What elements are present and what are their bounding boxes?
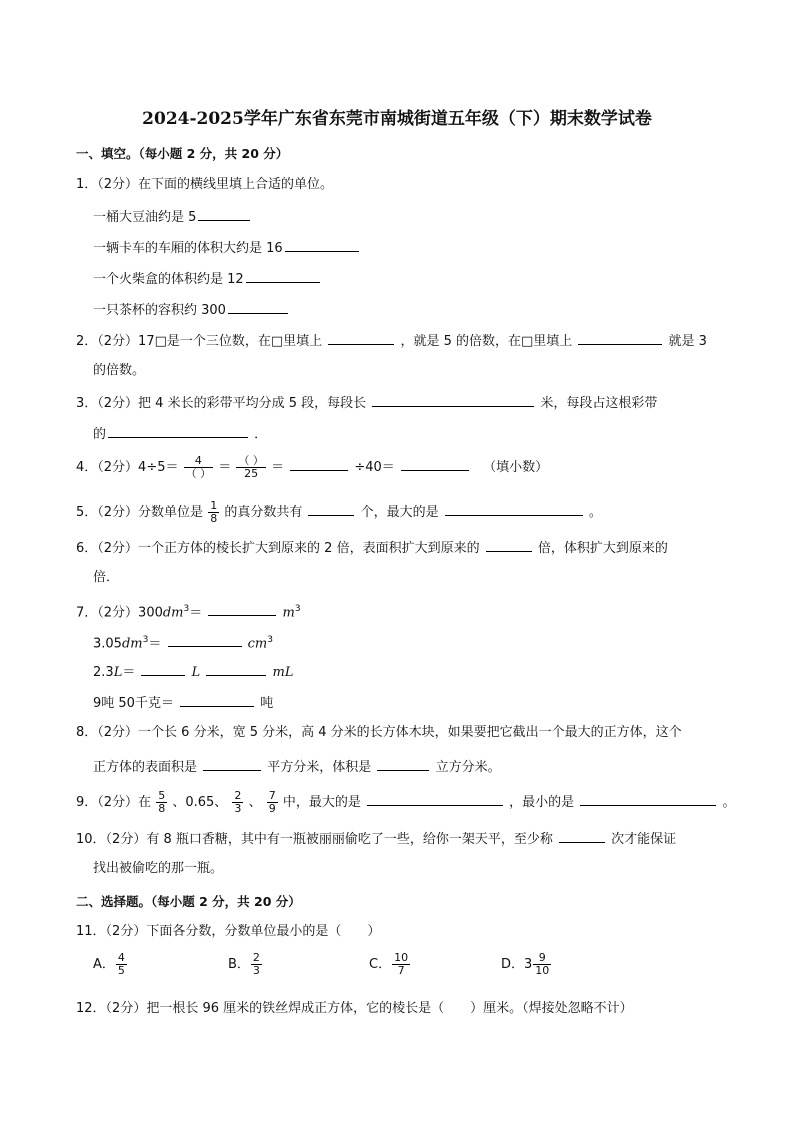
question-3-line-1: 3．（2分）把 4 米长的彩带平均分成 5 段，每段长 米，每段占这根彩带 <box>76 393 657 413</box>
answer-blank[interactable] <box>203 757 261 771</box>
fraction: $\frac{7}{9}$ <box>268 789 276 815</box>
question-2-line-2: 的倍数。 <box>93 363 146 378</box>
answer-blank[interactable] <box>377 757 429 771</box>
option-c[interactable]: C． $\frac{10}{7}$ <box>369 951 409 977</box>
question-4: 4．（2分）4÷5＝ $\frac{4}{( )}$ ＝ $\frac{( )}{25}$ ＝ ÷40＝ （填小数） <box>76 454 549 480</box>
question-1-line-c: 一个火柴盒的体积约是 12 <box>93 269 322 289</box>
answer-blank[interactable] <box>580 792 716 806</box>
answer-blank[interactable] <box>367 792 503 806</box>
question-10-line-1: 10．（2分）有 8 瓶口香糖，其中有一瓶被丽丽偷吃了一些，给你一架天平，至少称 次才能保证 <box>76 829 676 849</box>
answer-blank[interactable] <box>198 207 250 221</box>
question-5: 5．（2分）分数单位是 $\frac{1}{8}$ 的真分数共有 个，最大的是 。 <box>76 499 602 525</box>
fraction: $\frac{5}{8}$ <box>158 789 166 815</box>
option-a[interactable]: A． $\frac{4}{5}$ <box>93 951 125 977</box>
question-1-line-b: 一辆卡车的车厢的体积大约是 16 <box>93 238 361 258</box>
answer-blank[interactable] <box>486 538 532 552</box>
page-title: 2024-2025学年广东省东莞市南城街道五年级（下）期末数学试卷 <box>142 109 652 129</box>
answer-blank[interactable] <box>285 238 359 252</box>
question-7-line-c: 2.3L＝ L mL <box>93 662 294 682</box>
answer-blank[interactable] <box>328 331 394 345</box>
answer-blank[interactable] <box>108 424 248 438</box>
answer-blank[interactable] <box>180 693 254 707</box>
question-1-line-a: 一桶大豆油约是 5 <box>93 207 252 227</box>
question-6-line-2: 倍． <box>93 570 120 585</box>
question-9: 9．（2分）在 $\frac{5}{8}$ 、0.65、 $\frac{2}{3}$ 、 $\frac{7}{9}$ 中，最大的是 ，最小的是 。 <box>76 789 736 815</box>
answer-blank[interactable] <box>372 393 534 407</box>
question-2-line-1: 2．（2分）17□是一个三位数，在□里填上 ，就是 5 的倍数，在□里填上 就是 3 <box>76 331 707 351</box>
question-1-line-d: 一只茶杯的容积约 300 <box>93 300 290 320</box>
question-8-line-1: 8．（2分）一个长 6 分米，宽 5 分米，高 4 分米的长方体木块，如果要把它截出一个最大的正方体，这个 <box>76 725 682 740</box>
section-heading-multiple-choice: 二、选择题。（每小题 2 分，共 20 分） <box>76 894 301 909</box>
answer-blank[interactable] <box>168 633 242 647</box>
fraction: $\frac{( )}{25}$ <box>238 454 264 480</box>
question-6-line-1: 6．（2分）一个正方体的棱长扩大到原来的 2 倍，表面积扩大到原来的 倍，体积扩大到原来的 <box>76 538 668 558</box>
answer-blank[interactable] <box>228 300 288 314</box>
question-7-line-a: 7．（2分）$300dm^3= m^3$ <box>76 604 301 621</box>
fraction: $\frac{10}{7}$ <box>394 951 409 977</box>
answer-blank[interactable] <box>206 662 266 676</box>
answer-blank[interactable] <box>246 269 320 283</box>
question-8-line-2: 正方体的表面积是 平方分米，体积是 立方分米。 <box>93 757 501 777</box>
question-7-line-b: $3.05dm^3= cm^3$ <box>93 635 273 652</box>
question-1-stem: 1．（2分）在下面的横线里填上合适的单位。 <box>76 177 334 192</box>
section-heading-fill-blank: 一、填空。（每小题 2 分，共 20 分） <box>76 146 289 161</box>
fraction: $\frac{2}{3}$ <box>234 789 242 815</box>
answer-blank[interactable] <box>141 662 185 676</box>
answer-blank[interactable] <box>401 457 469 471</box>
fraction: $\frac{1}{8}$ <box>210 499 218 525</box>
fraction: $\frac{4}{5}$ <box>117 951 125 977</box>
answer-blank[interactable] <box>290 457 348 471</box>
answer-blank[interactable] <box>208 602 276 616</box>
fraction: $\frac{9}{10}$ <box>535 951 550 977</box>
question-12-stem: 12．（2分）把一根长 96 厘米的铁丝焊成正方体，它的棱长是（ ）厘米。（焊接处忽略不计） <box>76 1001 633 1016</box>
option-b[interactable]: B． $\frac{2}{3}$ <box>228 951 260 977</box>
question-3-line-2: 的 ． <box>93 424 267 444</box>
question-10-line-2: 找出被偷吃的那一瓶。 <box>93 861 224 876</box>
option-d[interactable]: D．3 $\frac{9}{10}$ <box>501 951 550 977</box>
answer-blank[interactable] <box>559 829 605 843</box>
fraction: $\frac{2}{3}$ <box>252 951 260 977</box>
question-11-stem: 11．（2分）下面各分数，分数单位最小的是（ ） <box>76 924 381 939</box>
answer-blank[interactable] <box>308 502 354 516</box>
fraction: $\frac{4}{( )}$ <box>185 454 212 480</box>
answer-blank[interactable] <box>445 502 583 516</box>
answer-blank[interactable] <box>578 331 662 345</box>
question-7-line-d: 9吨 50千克＝ 吨 <box>93 693 273 713</box>
